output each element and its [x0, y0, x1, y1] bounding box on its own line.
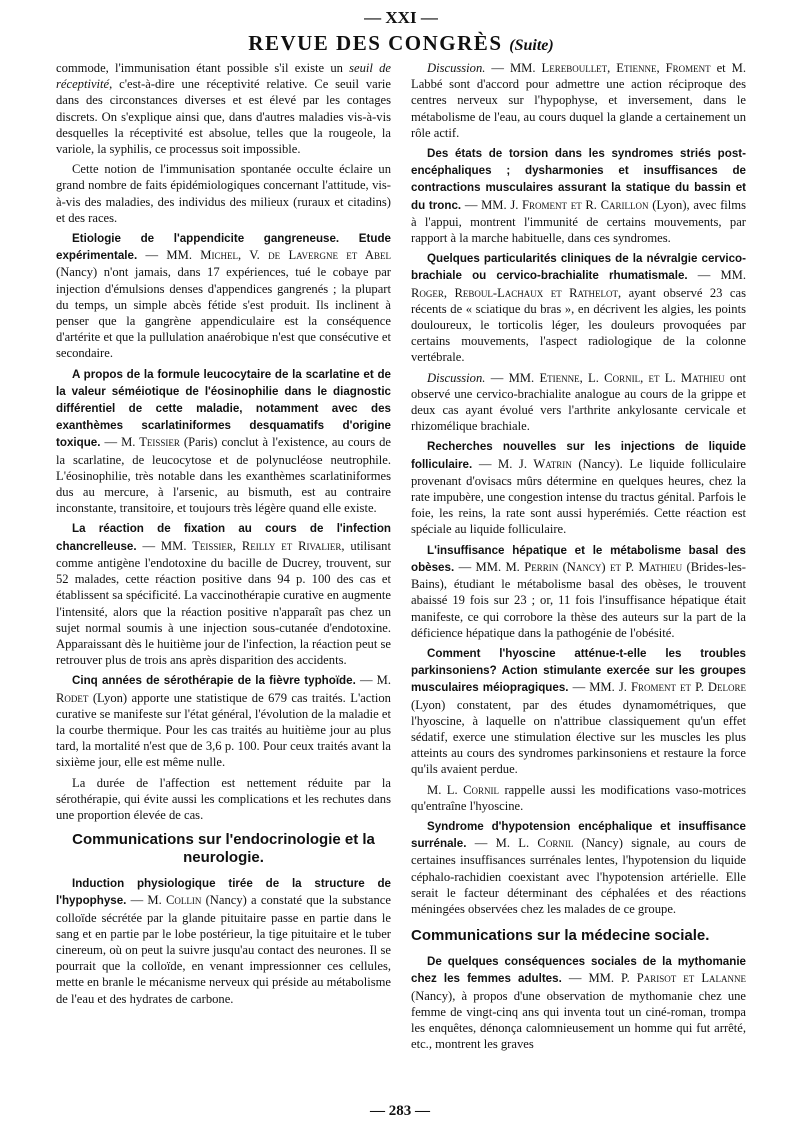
article-heading: Comment l'hyoscine atténue-t-elle les troubles parkinsoniens? Action stimulante exercée sur les groupes musculaires méiopragiques. [411, 646, 746, 695]
authors: — M. L. Cornil [474, 836, 574, 851]
article-heading: Recherches nouvelles sur les injections de liquide folliculaire. [411, 440, 746, 471]
authors: — MM. Teissier, Reilly et Rivalier, [142, 538, 345, 553]
article-body: (Nancy) n'ont jamais, dans 17 expériences, tué le cobaye par injection d'émulsions denses d'appendices gangrenés ; la plupart du temps, un simple abcès fétide s'est produit. Ils inclinent à penser que la gangrène appendiculaire est la conséquence d'artérite et que la pullulation anaérobique n'est que consécutive et secondaire. [56, 265, 391, 361]
section-heading: Communications sur l'endocrinologie et la neurologie. [72, 831, 375, 867]
authors: — M. J. Watrin [478, 456, 572, 471]
section-heading: Communications sur la médecine sociale. [411, 927, 710, 945]
article-body: (Brides-les-Bains), étudiant le métabolisme basal des obèses, le trouvent abaissé 19 fois sur 23 ; or, 11 fois l'insuffisance hépatique était manifeste, ce qui corrobore la thèse des auteurs sur la part de la déficience hépatique dans la pathogénie de l'obésité. [411, 559, 746, 640]
authors: — M. Collin [130, 893, 202, 908]
paragraph [411, 370, 746, 435]
article-body: (Lyon), avec films à l'appui, montrent l'immunité de certains mouvements, par rapport à la marche habituelle, dans ces syndromes. [411, 197, 746, 246]
article-body: ont observé une cervico-brachialite analogue au cours de la grippe et deux cas ayant évolué vers l'arthrite ankylosante cervicale et rhizomélique brachiale. [411, 370, 747, 434]
paragraph [56, 875, 391, 1007]
authors: — MM. J. Froment et P. Delore [572, 680, 746, 695]
article-body: et M. Labbé sont d'accord pour admettre une action réciproque des centres nerveux sur l'hypophyse, et inversement, dans le métabolisme de l'eau, au cours duquel la glande a certainement un rôle actif. [411, 61, 746, 140]
article-heading: Des états de torsion dans les syndromes striés post-encéphaliques ; dysharmonies et insuffisances de contractions musculaires assurant la statique du bassin et du tronc. [411, 147, 746, 212]
paragraph [411, 438, 746, 537]
article-body: rappelle aussi les modifications vaso-motrices qu'entraîne l'hyoscine. [411, 782, 746, 813]
authors: — MM. Lereboullet, Etienne, Froment [491, 61, 711, 75]
authors: M. L. Cornil [427, 782, 500, 797]
article-heading: De quelques conséquences sociales de la mythomanie chez les femmes adultes. [411, 955, 746, 986]
authors: — MM. M. Perrin (Nancy) et P. Mathieu [458, 559, 683, 574]
running-title [56, 30, 746, 56]
article-body: (Nancy), à propos d'une observation de mythomanie chez une femme de vingt-cinq ans qui inventa tout un ciné-roman, trompa les enquêtes, dénonça calomnieusement un homme qui fut arrêté, etc., montrent les graves [411, 988, 746, 1052]
authors: — MM. Michel, V. de Lavergne et Abel [145, 248, 391, 263]
article-body: (Nancy) signale, au cours de certaines insuffisances surrénales lentes, l'hypotension du liquide céphalo-rachidien coexistant avec l'hypotension artérielle. Elle serait le facteur déterminant des céphalées et des réactions méningées observées chez les malades de ce groupe. [411, 836, 746, 916]
article-heading: Syndrome d'hypotension encéphalique et insuffisance surrénale. [411, 819, 746, 851]
page-number: — 283 — [370, 1103, 430, 1119]
authors: — M. Rodet [56, 673, 392, 705]
running-title-suffix: (Suite) [509, 37, 554, 54]
paragraph [56, 230, 391, 362]
article-body: utilisant comme antigène l'endotoxine du bacille de Ducrey, trouvent, sur 52 malades, cette réaction positive dans 94 p. 100 des cas et établissent sa spécificité. La vaccinothérapie curative en augmente l'intensité, alors que la réaction positive n'apparaît pas chez un sujet normal soumis à une injection sous-cutanée d'endotoxine. Apparaissant dès le huitième jour de l'infection, la réaction peut se retrouver plus de trois ans après disparition des accidents. [56, 538, 391, 668]
authors: — MM. Roger, Reboul-Lachaux et Rathelot, [411, 268, 746, 300]
article-body: (Lyon) apporte une statistique de 679 cas traités. L'action curative se manifeste sur l'état général, l'évolution de la maladie et la courbe thermique. Pour les cas traités au huitième jour au plus tard, la mortalité n'est que de 3,6 p. 100. Pour ceux traités avant la sixième jour, elle est même nulle. [56, 690, 391, 770]
discussion-label: Discussion. [427, 61, 486, 75]
authors: — M. Teissier [104, 435, 180, 450]
article-body: (Nancy) a constaté que la substance colloïde sécrétée par la glande pituitaire passe en partie dans le sang et en partie par le lobe postérieur, la tige pituitaire et le tuber cinereum, où on peut la suivre jusqu'au contact des neurones. Il se pourrait que la colloïde, en venant impressionner ces cellules, mette en branle le mécanisme nerveux qui préside au métabolisme de l'eau et des hydrates de carbone. [56, 893, 391, 1006]
paragraph [56, 520, 391, 668]
article-body: (Lyon) constatent, par des études dynamométriques, que l'hyoscine, à laquelle on n'attribue classiquement qu'un effet sédatif, exerce une stimulation élective sur les muscles les plus atteints au cours des syndromes parkinsoniens et restaure la force qu'ils avaient perdue. [411, 697, 746, 777]
roman-page-number: — XXI — [364, 8, 438, 27]
paragraph [411, 145, 746, 246]
text-run: commode, l'immunisation étant possible s'il existe un [56, 61, 343, 75]
paragraph [411, 782, 746, 814]
paragraph [411, 818, 746, 917]
article-body: ayant observé 23 cas récents de « sciatique du bras », en décrivent les algies, les points douloureux, le torticolis léger, les douleurs provoquées par certains mouvements, l'aspect radiologique de la colonne vertébrale. [411, 285, 746, 365]
paragraph: Cette notion de l'immunisation spontanée occulte éclaire un grand nombre de faits épidémiologiques concernant l'attitude, vis-à-vis des maladies, des individus des milieux (ruraux et citadins) et des races. [56, 162, 391, 225]
paragraph [411, 60, 746, 141]
authors: — MM. J. Froment et R. Carillon [464, 197, 649, 212]
article-heading: Etiologie de l'appendicite gangreneuse. Etude expérimentale. [56, 232, 391, 263]
authors: — MM. Etienne, L. Cornil, et L. Mathieu [490, 370, 725, 385]
article-heading: L'insuffisance hépatique et le métabolisme basal des obèses. [411, 543, 746, 574]
paragraph [411, 250, 746, 365]
article-heading: Cinq années de sérothérapie de la fièvre typhoïde. [72, 674, 356, 688]
article-heading: La réaction de fixation au cours de l'infection chancrelleuse. [56, 522, 391, 553]
article-heading: Quelques particularités cliniques de la névralgie cervico-brachiale ou cervico-brachialite rhumatismale. [411, 252, 746, 283]
paragraph [56, 366, 391, 517]
paragraph [411, 542, 746, 641]
left-column [56, 60, 391, 1056]
article-body: (Paris) conclut à l'existence, au cours de la scarlatine, de leucocytose et de polynucléose neutrophile. L'éosinophilie, très notable dans les exanthèmes scarlatiniformes dus au mercure, à l'arsenic, au bismuth, est au contraire inconstante, transitoire, et toujours très légère quand elle existe. [56, 435, 391, 516]
paragraph: La durée de l'affection est nettement réduite par la sérothérapie, qui évite aussi les complications et les rechutes dans une proportion élevée de cas. [56, 775, 391, 822]
article-heading: A propos de la formule leucocytaire de la scarlatine et de la valeur séméiotique de l'éosinophilie dans le diagnostic différentiel de cette maladie, notamment avec des exanthèmes scarlatiniformes desquamatifs d'origine toxique. [56, 367, 391, 450]
paragraph [56, 672, 391, 770]
two-column-body [56, 60, 746, 1056]
paragraph [56, 60, 391, 157]
article-heading: Induction physiologique tirée de la structure de l'hypophyse. [56, 877, 391, 908]
right-column [411, 60, 746, 1056]
discussion-label: Discussion. [427, 370, 486, 385]
article-body: (Nancy). Le liquide folliculaire provenant d'ovisacs mûrs détermine en quelques heures, chez la rate impubère, une congestion intense du tractus génital. Parfois le foie, les reins, la rate sont aussi hyperémiés. Cette réaction est spéciale au liquide folliculaire. [411, 456, 747, 537]
running-title-text: REVUE DES CONGRÈS [248, 31, 503, 55]
text-run: , c'est-à-dire une réceptivité relative. Ce seuil varie dans des circonstances diverses et est élevé par les contages discrets. On s'explique ainsi que, dans d'autres maladies vis-à-vis desquelles la réceptivité est absolue, telles que la rougeole, la variole, la syphilis, ce processus soit impossible. [56, 77, 391, 157]
italic-term: seuil de réceptivité [56, 61, 391, 92]
authors: — MM. P. Parisot et Lalanne [568, 971, 747, 986]
paragraph [411, 645, 746, 778]
paragraph [411, 953, 746, 1052]
